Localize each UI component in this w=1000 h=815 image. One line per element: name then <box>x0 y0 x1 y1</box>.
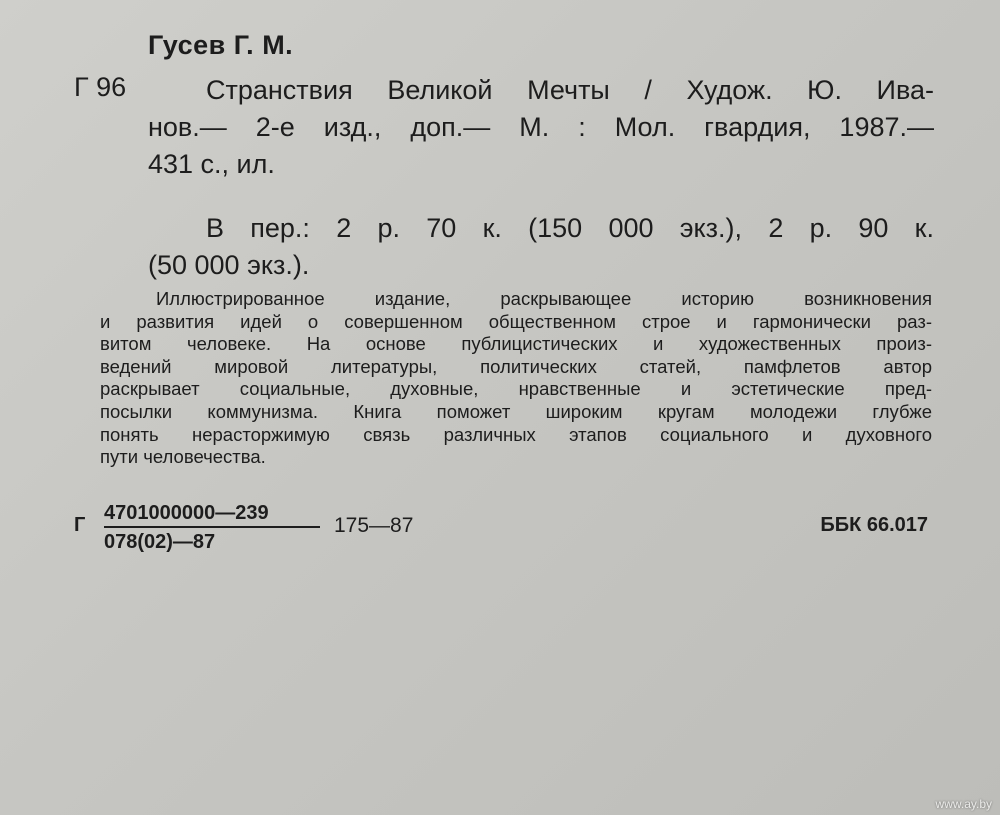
price-block <box>148 210 934 284</box>
annotation-line: ведений мировой литературы, политических статей, памфлетов автор <box>100 355 932 377</box>
code-fraction <box>104 500 320 554</box>
code-letter: Г <box>74 514 86 536</box>
annotation-line: витом человеке. На основе публицистических и художественных произ- <box>100 333 932 355</box>
author-name: Гусев Г. М. <box>148 30 294 60</box>
annotation-line: раскрывает социальные, духовные, нравственные и эстетические пред- <box>100 378 932 400</box>
bibliographic-code <box>74 498 934 558</box>
annotation-line: понять нерасторжимую связь различных этапов социального и духовного <box>100 423 932 445</box>
annotation-line: посылки коммунизма. Книга поможет широким кругам молодежи глубже <box>100 400 932 422</box>
title-line: 431 с., ил. <box>148 149 275 179</box>
annotation-line: пути человечества. <box>100 446 266 468</box>
bbk-index: ББК 66.017 <box>820 514 928 536</box>
annotation-line: Иллюстрированное издание, раскрывающее историю возникновения <box>156 288 932 309</box>
site-watermark: www.ay.by <box>935 797 992 811</box>
title-line: нов.— 2-е изд., доп.— М. : Мол. гвардия, 1987.— <box>148 112 934 142</box>
code-denominator: 078(02)—87 <box>104 531 216 553</box>
code-numerator: 4701000000—239 <box>104 500 320 528</box>
annotation-text <box>100 288 932 469</box>
author-cipher: Г 96 <box>74 72 127 102</box>
title-line: Странствия Великой Мечты / Худож. Ю. Ива- <box>206 75 934 105</box>
price-line: (50 000 экз.). <box>148 250 310 280</box>
price-line: В пер.: 2 р. 70 к. (150 000 экз.), 2 р. 90 к. <box>206 213 934 243</box>
bibliographic-description <box>148 72 934 183</box>
annotation-line: и развития идей о совершенном общественном строе и гармонически раз- <box>100 310 932 332</box>
series-number: 175—87 <box>334 514 414 537</box>
